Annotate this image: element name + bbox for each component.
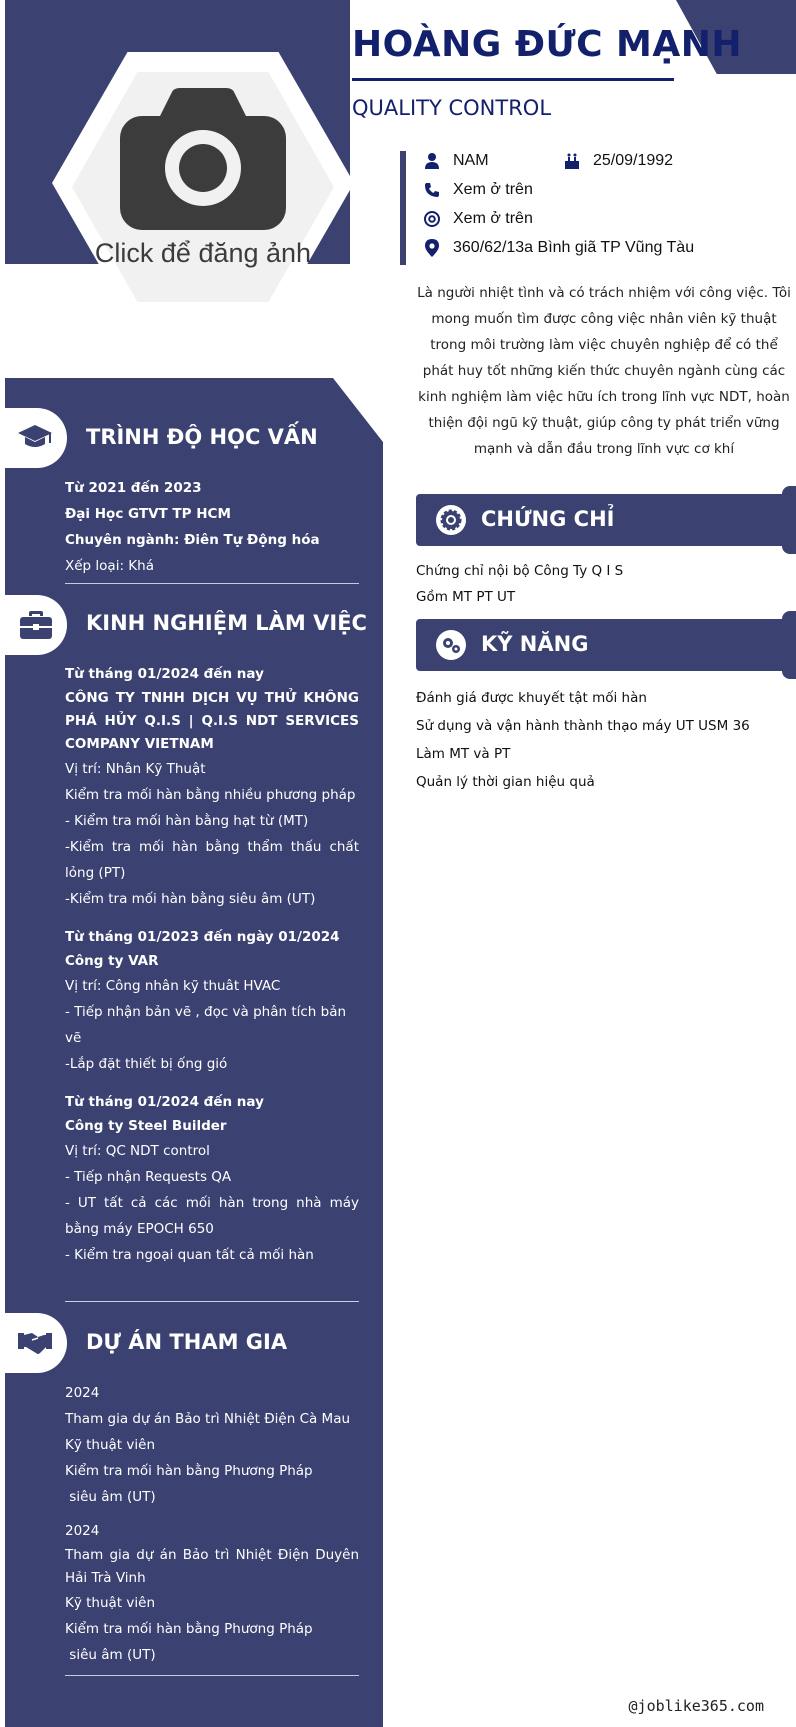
- phone-value: Xem ở trên: [453, 181, 533, 198]
- project-desc: Kiểm tra mối hàn bằng Phương Pháp: [65, 1463, 313, 1479]
- project-desc: siêu âm (UT): [65, 1647, 156, 1663]
- skill-item: Sử dụng và vận hành thành thạo máy UT USM 36: [416, 718, 750, 734]
- gears-icon: [436, 630, 466, 660]
- projects-icon-tab: [0, 1313, 67, 1373]
- project-desc: Kiểm tra mối hàn bằng Phương Pháp: [65, 1621, 313, 1637]
- career-objective: Là người nhiệt tình và có trách nhiệm với công việc. Tôi mong muốn tìm được công việc nhân viên kỹ thuật trong môi trường làm việc chuyên nghiệp để có thể phát huy tốt những kiến thức chuyên ngành cùng các kinh nghiệm làm việc hữu ích trong lĩnh vực NDT, hoàn thiện đội ngũ kỹ thuật, giúp công ty phát triển vững mạnh và dẫn đầu trong lĩnh vực cơ khí: [417, 285, 791, 457]
- job-line: -Kiểm tra mối hàn bằng siêu âm (UT): [65, 891, 316, 907]
- certificate-item: Gồm MT PT UT: [416, 589, 516, 605]
- project-name: Tham gia dự án Bảo trì Nhiệt Điện Duyên Hải Trà Vinh: [65, 1547, 359, 1586]
- watermark-footer: @joblike365.com: [628, 1697, 764, 1715]
- job-entry-2: [65, 924, 359, 1077]
- skill-item: Đánh giá được khuyết tật mối hàn: [416, 690, 647, 706]
- project-year: 2024: [65, 1523, 100, 1539]
- briefcase-icon: [20, 611, 52, 639]
- phone-icon: [422, 180, 442, 200]
- job-line: - Tiếp nhận bản vẽ , đọc và phân tích bản vẽ: [65, 1004, 347, 1046]
- job-line: - UT tất cả các mối hàn trong nhà máy bằng máy EPOCH 650: [65, 1195, 359, 1237]
- camera-icon[interactable]: [120, 88, 286, 230]
- education-icon-tab: [0, 408, 67, 468]
- experience-icon-tab: [0, 595, 67, 655]
- job-line: - Tiếp nhận Requests QA: [65, 1169, 232, 1185]
- job-line: Kiểm tra mối hàn bằng nhiều phương pháp: [65, 787, 356, 803]
- email-row: [422, 209, 533, 229]
- birthday-cake-icon: [562, 151, 582, 171]
- position-title: QUALITY CONTROL: [352, 96, 552, 120]
- job-line: - Kiểm tra mối hàn bằng hạt từ (MT): [65, 813, 309, 829]
- certificates-heading: CHỨNG CHỈ: [481, 507, 615, 531]
- email-value: Xem ở trên: [453, 210, 533, 227]
- phone-row: [422, 180, 533, 200]
- gender-value: NAM: [453, 152, 489, 169]
- job-company: Công ty Steel Builder: [65, 1118, 227, 1134]
- job-company: CÔNG TY TNHH DỊCH VỤ THỬ KHÔNG PHÁ HỦY Q.I.S | Q.I.S NDT SERVICES COMPANY VIETNAM: [65, 690, 359, 752]
- job-entry-1: [65, 661, 359, 912]
- section-divider: [65, 1301, 359, 1302]
- job-line: Vị trí: Công nhân kỹ thuât HVAC: [65, 978, 281, 994]
- job-line: -Kiểm tra mối hàn bằng thẩm thấu chất lỏng (PT): [65, 839, 359, 881]
- education-grade: Xếp loại: Khá: [65, 558, 154, 574]
- job-line: - Kiểm tra ngoại quan tất cả mối hàn: [65, 1247, 314, 1263]
- name-underline: [352, 78, 674, 81]
- job-entry-3: [65, 1089, 359, 1268]
- job-period: Từ tháng 01/2024 đến nay: [65, 1094, 264, 1110]
- certificate-item: Chứng chỉ nội bộ Công Ty Q I S: [416, 563, 624, 579]
- skill-item: Quản lý thời gian hiệu quả: [416, 774, 595, 790]
- certificate-badge-icon: [436, 505, 466, 535]
- skills-list: [416, 684, 786, 796]
- education-school: Đại Học GTVT TP HCM: [65, 506, 231, 522]
- education-major: Chuyên ngành: Điên Tự Động hóa: [65, 532, 320, 548]
- certificates-list: [416, 558, 786, 610]
- education-details: [65, 475, 359, 579]
- project-role: Kỹ thuật viên: [65, 1595, 155, 1611]
- address-row: [422, 238, 694, 258]
- project-entry-1: [65, 1380, 359, 1510]
- projects-heading: DỰ ÁN THAM GIA: [86, 1330, 288, 1354]
- birthday-row: [562, 151, 673, 171]
- email-at-icon: [422, 209, 442, 229]
- graduation-cap-icon: [18, 425, 52, 451]
- handshake-icon: [18, 1331, 52, 1355]
- gender-row: [422, 151, 489, 171]
- project-desc: siêu âm (UT): [65, 1489, 156, 1505]
- project-year: 2024: [65, 1385, 100, 1401]
- skills-heading: KỸ NĂNG: [481, 632, 589, 656]
- job-line: Vị trí: Nhân Kỹ Thuật: [65, 761, 206, 777]
- contact-accent-bar: [400, 151, 406, 265]
- address-value: 360/62/13a Bình giã TP Vũng Tàu: [453, 239, 695, 256]
- birthday-value: 25/09/1992: [593, 152, 674, 169]
- photo-upload-label[interactable]: Click để đăng ảnh: [94, 238, 312, 268]
- project-role: Kỹ thuật viên: [65, 1437, 155, 1453]
- skill-item: Làm MT và PT: [416, 746, 511, 762]
- job-line: -Lắp đặt thiết bị ống gió: [65, 1056, 228, 1072]
- job-period: Từ tháng 01/2024 đến nay: [65, 666, 264, 682]
- section-divider: [65, 1675, 359, 1676]
- user-icon: [422, 151, 442, 171]
- candidate-name: HOÀNG ĐỨC MẠNH: [352, 24, 742, 65]
- education-heading: TRÌNH ĐỘ HỌC VẤN: [86, 425, 318, 449]
- project-entry-2: [65, 1518, 359, 1668]
- project-name: Tham gia dự án Bảo trì Nhiệt Điện Cà Mau: [65, 1411, 351, 1427]
- map-pin-icon: [422, 238, 442, 258]
- experience-heading: KINH NGHIỆM LÀM VIỆC: [86, 611, 367, 635]
- job-period: Từ tháng 01/2023 đến ngày 01/2024: [65, 929, 340, 945]
- certificates-header: [416, 494, 796, 546]
- education-period: Từ 2021 đến 2023: [65, 480, 202, 496]
- section-divider: [65, 583, 359, 584]
- job-line: Vị trí: QC NDT control: [65, 1143, 210, 1159]
- job-company: Công ty VAR: [65, 953, 159, 969]
- skills-header: [416, 619, 796, 671]
